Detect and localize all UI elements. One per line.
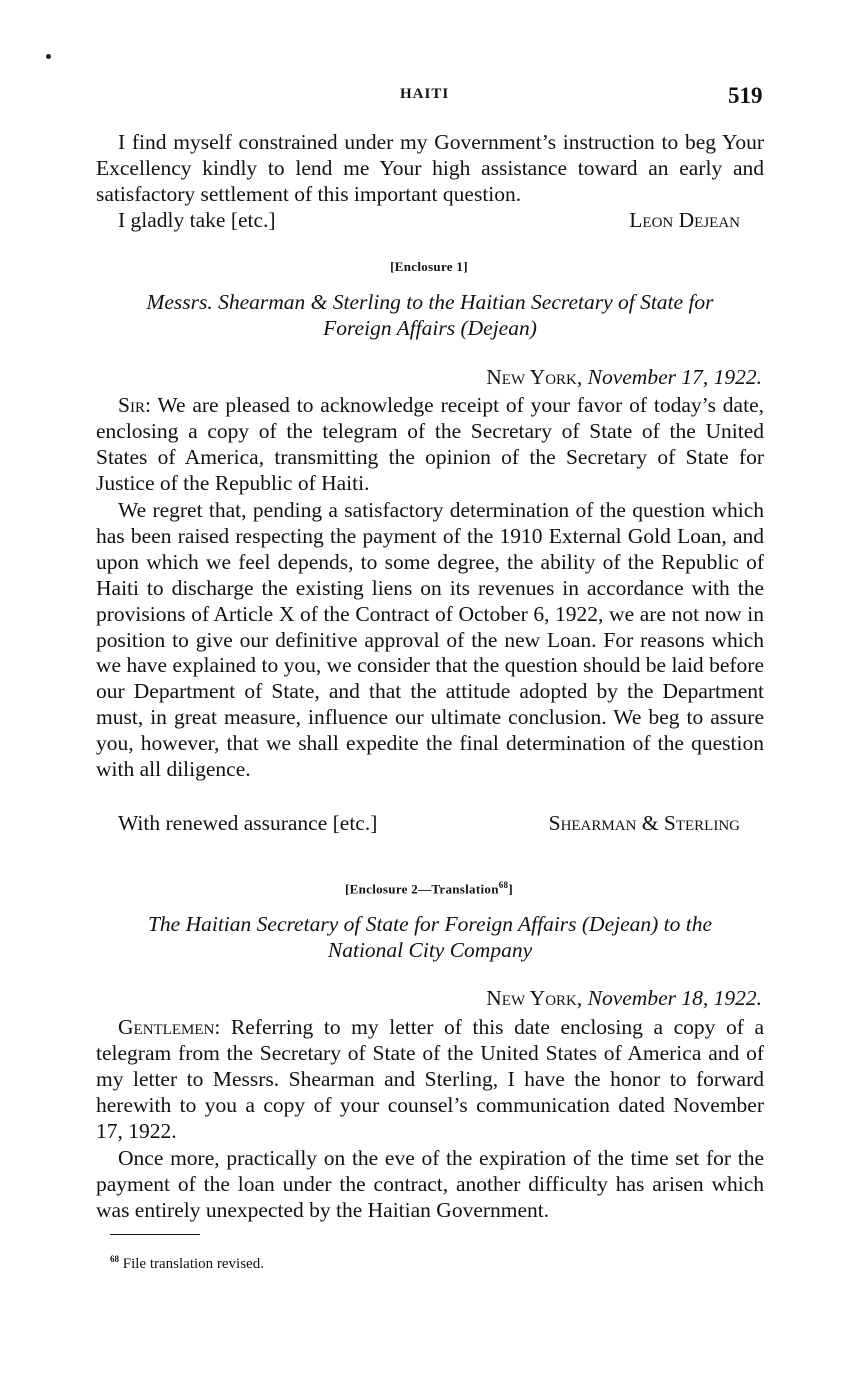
enclosure2-paragraph1-text: Referring to my letter of this date enclosing a copy of a telegram from the Secretary of State of the United States of America and of my letter to Messrs. Shearman and Sterling, I have the honor to forward herewith to you a copy of your counsel’s communication dated November 17, 1922. xyxy=(96,1015,765,1143)
enclosure1-label: [Enclosure 1] xyxy=(390,259,468,274)
enclosure2-label-text: [Enclosure 2—Translation xyxy=(345,881,499,897)
stray-mark xyxy=(46,54,51,59)
enclosure1-signature: Shearman & Sterling xyxy=(548,811,740,835)
enclosure2-dateline xyxy=(486,985,762,1011)
footnote-marker: 68 xyxy=(110,1254,119,1264)
enclosure1-paragraph1 xyxy=(96,393,764,497)
enclosure1-closing: With renewed assurance [etc.] xyxy=(118,811,378,835)
enclosure1-heading-line2: Foreign Affairs (Dejean) xyxy=(323,316,537,340)
enclosure1-paragraph1-text: We are pleased to acknowledge receipt of your favor of today’s date, enclosing a copy of the telegram of the Secretary of State of the United States of America, transmitting the opinion of the Secretary of State for Justice of the Republic of Haiti. xyxy=(96,393,764,495)
intro-signature: Leon Dejean xyxy=(629,208,740,232)
intro-paragraph: I find myself constrained under my Government’s instruction to beg Your Excellency kindly to lend me Your high assistance toward an early and satisfactory settlement of this important question. xyxy=(96,130,764,206)
enclosure2-note-marker: 68 xyxy=(498,880,509,890)
enclosure1-heading-line1: Messrs. Shearman & Sterling to the Haitian Secretary of State for xyxy=(146,290,714,314)
enclosure2-paragraph2: Once more, practically on the eve of the expiration of the time set for the payment of the loan under the contract, another difficulty has arisen which was entirely unexpected by the Haitian Government. xyxy=(96,1146,764,1222)
enclosure2-heading-line1: The Haitian Secretary of State for Foreign Affairs (Dejean) to the xyxy=(147,912,713,936)
enclosure1-date: November 17, 1922. xyxy=(587,365,762,389)
enclosure1-place: New York, xyxy=(486,365,583,389)
running-head: HAITI xyxy=(400,86,450,102)
enclosure2-heading xyxy=(96,911,764,963)
intro-closing: I gladly take [etc.] xyxy=(118,208,276,232)
footnote-text: File translation revised. xyxy=(122,1256,264,1272)
enclosure1-paragraph2: We regret that, pending a satisfactory determination of the question which has been raised respecting the payment of the 1910 External Gold Loan, and upon which we feel depends, to some degree, the ability of the Republic of Haiti to discharge the existing liens on its revenues in accordance with the provisions of Article X of the Contract of October 6, 1922, we are not now in position to give our definitive approval of the new Loan. For reasons which we have explained to you, we consider that the question should be laid before our Department of State, and that the attitude adopted by the Department must, in great measure, influence our ultimate conclusion. We beg to assure you, however, that we shall expedite the final determination of the question with all diligence. xyxy=(96,498,764,782)
enclosure2-label-end: ] xyxy=(508,881,513,897)
enclosure1-dateline xyxy=(486,364,762,390)
enclosure2-salutation: Gentlemen: xyxy=(118,1015,221,1039)
page-number: 519 xyxy=(728,83,763,108)
footnote-divider xyxy=(110,1234,200,1235)
enclosure1-heading xyxy=(96,289,764,341)
enclosure2-label xyxy=(0,880,858,897)
enclosure2-date: November 18, 1922. xyxy=(587,986,762,1010)
enclosure2-heading-line2: National City Company xyxy=(327,938,533,962)
enclosure1-salutation: Sir: xyxy=(118,393,151,417)
footnote xyxy=(110,1254,264,1273)
enclosure2-paragraph1 xyxy=(96,1015,764,1145)
enclosure2-place: New York, xyxy=(486,986,583,1010)
